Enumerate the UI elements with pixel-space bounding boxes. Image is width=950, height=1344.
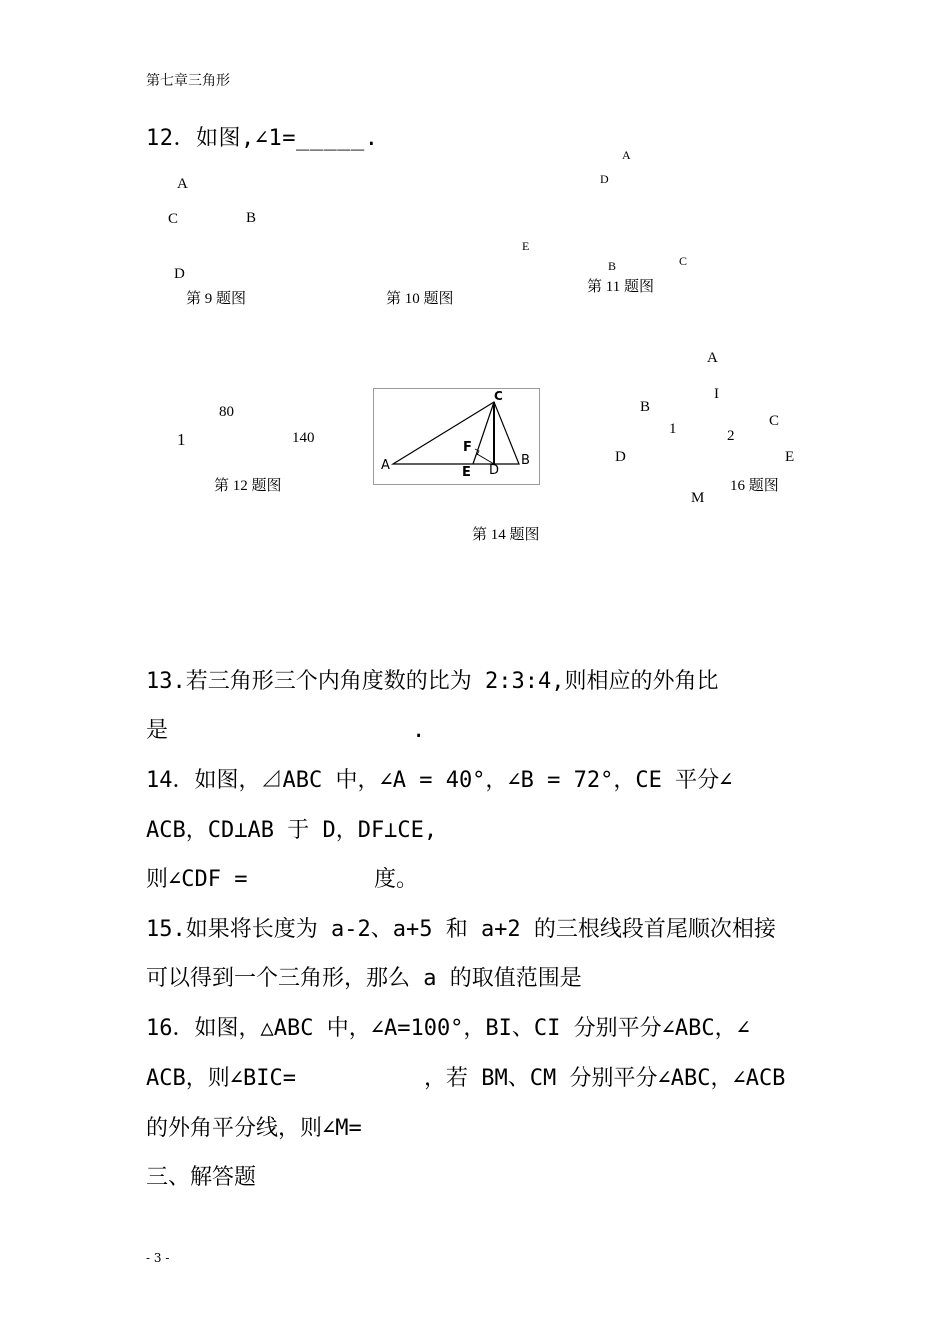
fig14-diagram: [373, 388, 541, 486]
fig11-label-d: D: [600, 172, 609, 186]
question-14-line-3-start: 则∠CDF =: [146, 867, 248, 892]
fig14-label-a: A: [381, 458, 390, 473]
fig11-label-c: C: [679, 254, 688, 268]
question-14-line-2: ACB，CD⊥AB 于 D，DF⊥CE,: [146, 818, 438, 843]
fig16-label-e: E: [785, 449, 795, 465]
fig10-caption: 第 10 题图: [386, 291, 454, 307]
fig11-label-a: A: [622, 148, 631, 162]
fig16-label-angle-2: 2: [727, 428, 735, 444]
page-number: - 3 -: [146, 1251, 170, 1265]
fig16-label-a: A: [707, 350, 718, 366]
fig14-label-e: E: [462, 465, 471, 480]
section-3-heading: 三、解答题: [146, 1165, 257, 1190]
page-header-title: 第七章三角形: [146, 73, 230, 89]
fig16-label-d: D: [615, 449, 626, 465]
question-13-line-2-end: .: [412, 718, 426, 743]
question-12-prompt: 12．如图,∠1=_____.: [146, 126, 379, 151]
question-16-line-2-end: ，若 BM、CM 分别平分∠ABC，∠ACB: [424, 1066, 786, 1091]
fig16-label-m: M: [691, 490, 705, 506]
question-15-line-1: 15.如果将长度为 a-2、a+5 和 a+2 的三根线段首尾顺次相接: [146, 917, 776, 942]
fig11-label-e: E: [522, 239, 530, 253]
fig16-label-angle-1: 1: [669, 421, 677, 437]
fig11-caption: 第 11 题图: [587, 279, 654, 295]
fig9-label-c: C: [168, 211, 179, 227]
question-15-line-2: 可以得到一个三角形，那么 a 的取值范围是: [146, 966, 582, 991]
fig16-label-b: B: [640, 399, 651, 415]
question-14-line-3-end: 度。: [374, 867, 419, 892]
fig16-label-c: C: [769, 413, 780, 429]
fig9-label-b: B: [246, 210, 257, 226]
fig14-label-c: C: [494, 389, 503, 403]
fig11-label-b: B: [608, 259, 617, 273]
fig14-label-f: F: [463, 440, 472, 455]
question-14-line-1: 14．如图，⊿ABC 中，∠A = 40°，∠B = 72°，CE 平分∠: [146, 768, 733, 793]
fig12-caption: 第 12 题图: [214, 478, 282, 494]
fig9-label-a: A: [177, 176, 188, 192]
fig16-caption: 16 题图: [730, 478, 779, 494]
fig12-label-80: 80: [219, 404, 234, 420]
fig12-label-angle-1: 1: [177, 430, 186, 449]
question-16-line-2-start: ACB，则∠BIC=: [146, 1066, 296, 1091]
fig14-caption: 第 14 题图: [472, 527, 540, 543]
fig12-label-140: 140: [292, 430, 315, 446]
question-13-line-1: 13.若三角形三个内角度数的比为 2:3:4,则相应的外角比: [146, 669, 719, 694]
question-13-line-2-start: 是: [146, 718, 169, 743]
fig14-frame: [374, 389, 540, 485]
fig14-label-b: B: [521, 453, 530, 468]
question-16-line-1: 16．如图，△ABC 中，∠A=100°，BI、CI 分别平分∠ABC，∠: [146, 1016, 750, 1041]
fig16-label-i: I: [714, 386, 719, 402]
fig9-label-d: D: [174, 266, 185, 282]
fig14-label-d: D: [489, 463, 500, 478]
question-16-line-3: 的外角平分线，则∠M=: [146, 1116, 362, 1141]
fig9-caption: 第 9 题图: [186, 291, 247, 307]
